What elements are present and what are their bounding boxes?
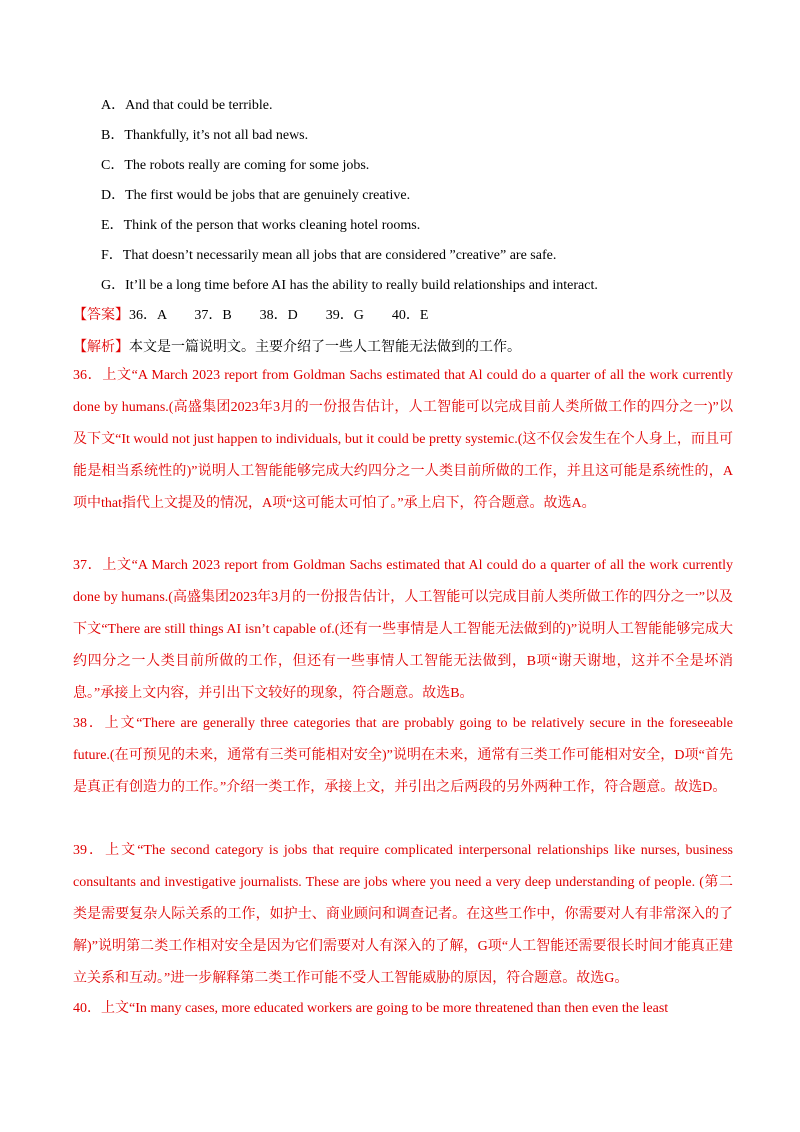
option-text: Thankfully, it’s not all bad news.: [124, 128, 309, 143]
answer-tag: 【答案】: [73, 308, 129, 323]
analysis-tag: 【解析】: [73, 340, 129, 355]
option-text: The robots really are coming for some jobs.: [124, 158, 370, 173]
answer-items: 36．A 37．B 38．D 39．G 40．E: [129, 308, 429, 323]
answer-line: [73, 306, 428, 326]
option-d: [101, 186, 761, 216]
option-text: That doesn’t necessarily mean all jobs that are considered ”creative” are safe.: [122, 248, 557, 263]
explanation-38: 38．上文“There are generally three categories that are probably going to be relatively secure in the foreseeable future.(在可预见的未来，通常有三类可能相对安全)”说明在未来，通常有三类工作可能相对安全，D项“首先是真正有创造力的工作。”介绍一类工作，承接上文，并引出之后两段的另外两种工作，符合题意。故选D。: [73, 716, 733, 795]
option-letter: F．: [101, 248, 123, 263]
explanation-39: 39．上文“The second category is jobs that require complicated interpersonal relationships like nurses, business consultants and investigative journalists. These are jobs where you need a very deep understanding of people. (第二类是需要复杂人际关系的工作，如护士、商业顾问和调查记者。在这些工作中，你需要对人有非常深入的了解)”说明第二类工作相对安全是因为它们需要对人有深入的了解，G项“人工智能还需要很长时间才能真正建立关系和互动。”进一步解释第二类工作可能不受人工智能威胁的原因，符合题意。故选G。: [73, 843, 733, 986]
option-text: It’ll be a long time before AI has the ability to really build relationships and interact.: [125, 278, 598, 293]
option-letter: D．: [101, 188, 126, 203]
option-letter: C．: [101, 158, 125, 173]
analysis-intro: 本文是一篇说明文。主要介绍了一些人工智能无法做到的工作。: [129, 340, 521, 355]
options-list: [101, 96, 761, 306]
explanation-40: 40．上文“In many cases, more educated workers are going to be more threatened than then even the least: [73, 1001, 669, 1016]
option-letter: E．: [101, 218, 124, 233]
option-e: [101, 216, 761, 246]
option-f: [101, 246, 761, 276]
option-g: [101, 276, 761, 306]
explanation-36: 36．上文“A March 2023 report from Goldman Sachs estimated that Al could do a quarter of all the work currently done by humans.(高盛集团2023年3月的一份报告估计，人工智能可以完成目前人类所做工作的四分之一)”以及下文“It would not just happen to individuals, but it could be pretty systemic.(这不仅会发生在个人身上，而且可能是相当系统性的)”说明人工智能能够完成大约四分之一人类目前所做的工作，并且这可能是系统性的，A项中that指代上文提及的情况，A项“这可能太可怕了。”承上启下，符合题意。故选A。: [73, 368, 733, 511]
option-text: Think of the person that works cleaning hotel rooms.: [123, 218, 421, 233]
explanation-37: 37．上文“A March 2023 report from Goldman Sachs estimated that Al could do a quarter of all the work currently done by humans.(高盛集团2023年3月的一份报告估计，人工智能可以完成目前人类所做工作的四分之一”以及下文“There are still things AI isn’t capable of.(还有一些事情是人工智能无法做到的)”说明人工智能能够完成大约四分之一人类目前所做的工作，但还有一些事情人工智能无法做到，B项“谢天谢地，这并不全是坏消息。”承接上文内容，并引出下文较好的现象，符合题意。故选B。: [73, 558, 733, 701]
option-text: And that could be terrible.: [125, 98, 273, 113]
option-letter: B．: [101, 128, 125, 143]
option-letter: G．: [101, 278, 126, 293]
option-a: [101, 96, 761, 126]
analysis-line: [73, 338, 521, 358]
option-text: The first would be jobs that are genuinely creative.: [125, 188, 411, 203]
option-letter: A．: [101, 98, 126, 113]
option-c: [101, 156, 761, 186]
option-b: [101, 126, 761, 156]
